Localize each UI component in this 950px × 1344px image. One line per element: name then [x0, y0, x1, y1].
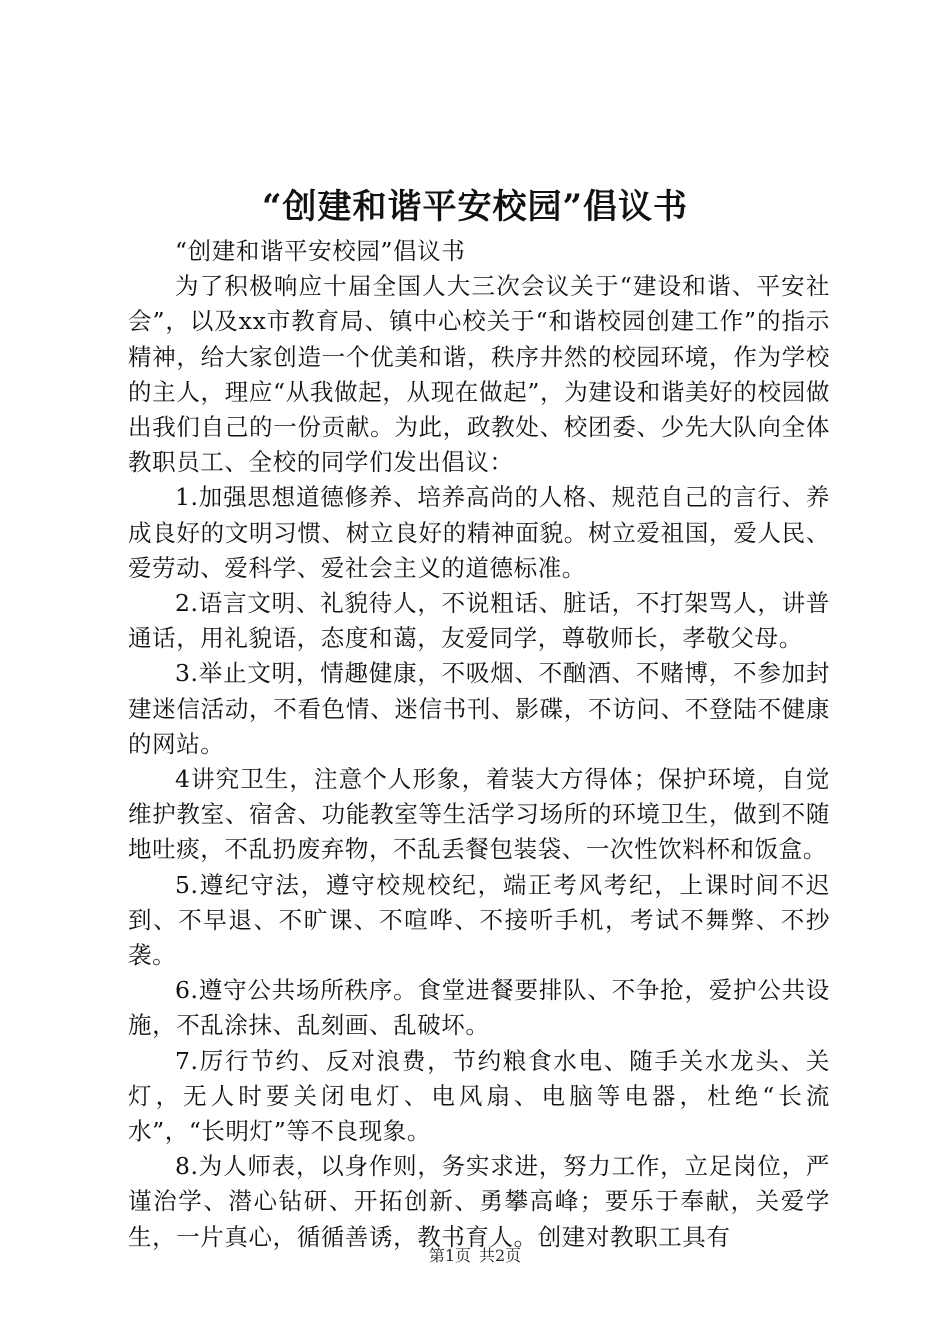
paragraph-item-6: 6.遵守公共场所秩序。食堂进餐要排队、不争抢，爱护公共设施，不乱涂抹、乱刻画、乱破坏。 [128, 976, 830, 1040]
page-total: 共2页 [479, 1246, 522, 1265]
paragraph-item-7: 7.厉行节约、反对浪费，节约粮食水电、随手关水龙头、关灯，无人时要关闭电灯、电风扇、电脑等电器，杜绝“长流水”，“长明灯”等不良现象。 [128, 1046, 830, 1146]
paragraph-item-8: 8.为人师表，以身作则，务实求进，努力工作，立足岗位，严谨治学、潜心钻研、开拓创新、勇攀高峰；要乐于奉献，关爱学生，一片真心，循循善诱，教书育人。创建对教职工具有 [128, 1152, 830, 1251]
paragraph-item-2: 2.语言文明、礼貌待人，不说粗话、脏话，不打架骂人，讲普通话，用礼貌语，态度和蔼，友爱同学，尊敬师长，孝敬父母。 [128, 589, 830, 653]
paragraph-item-5: 5.遵纪守法，遵守校规校纪，端正考风考纪，上课时间不迟到、不早退、不旷课、不喧哗、不接听手机，考试不舞弊、不抄袭。 [128, 870, 830, 970]
paragraph-item-1: 1.加强思想道德修养、培养高尚的人格、规范自己的言行、养成良好的文明习惯、树立良好的精神面貌。树立爱祖国，爱人民、爱劳动、爱科学、爱社会主义的道德标准。 [128, 483, 830, 582]
document-title: “创建和谐平安校园”倡议书 [261, 187, 689, 227]
page-footer [0, 1244, 950, 1268]
paragraph-subtitle: “创建和谐平安校园”倡议书 [175, 237, 466, 265]
document-body [128, 234, 830, 1255]
paragraph-item-4: 4讲究卫生，注意个人形象，着装大方得体；保护环境，自觉维护教室、宿舍、功能教室等生活学习场所的环境卫生，做到不随地吐痰，不乱扔废弃物，不乱丢餐包装袋、一次性饮料杯和饭盒。 [128, 765, 830, 864]
page-number: 第1页 [428, 1246, 471, 1265]
paragraph-item-3: 3.举止文明，情趣健康，不吸烟、不酗酒、不赌博，不参加封建迷信活动，不看色情、迷信书刊、影碟，不访问、不登陆不健康的网站。 [128, 659, 830, 758]
paragraph-intro: 为了积极响应十届全国人大三次会议关于“建设和谐、平安社会”，以及xx市教育局、镇中心校关于“和谐校园创建工作”的指示精神，给大家创造一个优美和谐，秩序井然的校园环境，作为学校的主人，理应“从我做起，从现在做起”，为建设和谐美好的校园做出我们自己的一份贡献。为此，政教处、校团委、少先大队向全体教职员工、全校的同学们发出倡议： [128, 272, 830, 477]
